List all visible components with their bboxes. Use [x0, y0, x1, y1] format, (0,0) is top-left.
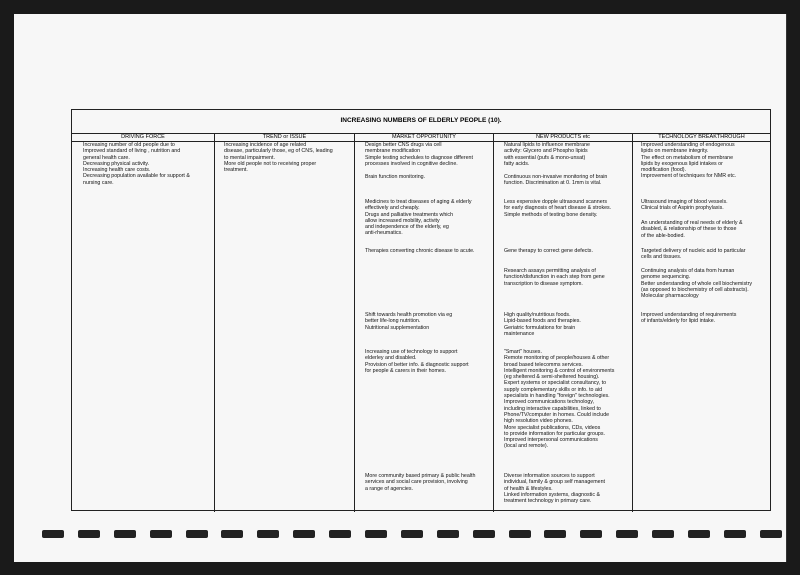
- market-entry: Medicines to treat diseases of aging & elderly effectively and cheaply. Drugs and palliative treatments which allow increased mobility, activity and independence of the elderly, eg anti-rheumatics.: [365, 199, 472, 237]
- market-entry: More community based primary & public health services and social care provision, involving a range of agencies.: [365, 473, 476, 492]
- punch-hole: [401, 530, 423, 538]
- technology-entry: An understanding of real needs of elderly & disabled, & relationship of these to those of the able-bodied.: [641, 220, 743, 239]
- new-products-column: [494, 142, 633, 512]
- punch-hole: [114, 530, 136, 538]
- technology-entry: Continuing analysis of data from human genome sequencing. Better understanding of whole cell biochemistry (as opposed to biochemistry of cell abstracts). Molecular pharmacology: [641, 268, 752, 300]
- product-entry: Research assays permitting analysis of function/disfunction in each step from gene transcription to disease symptom.: [504, 268, 605, 287]
- punch-hole: [616, 530, 638, 538]
- table-body: [72, 142, 770, 512]
- punch-hole: [78, 530, 100, 538]
- punch-hole: [544, 530, 566, 538]
- product-entry: "Smart" houses. Remote monitoring of people/houses & other broad based telecomms services. Intelligent monitoring & control of environments (eg sheltered & semi-sheltered housing). Expert systems or specialist consultancy, to supply complementary skills or info. to aid specialists in handling "foreign" technologies. Improved communications technology, including interactive capabilities, linked to Phone/TV/computer in homes. Could include high resolution video phones. More specialist publications, CDs, videos to provide information for particular groups. Improved interpersonal communications (local and remote).: [504, 349, 615, 450]
- technology-entry: Improved understanding of endogenous lipids on membrane integrity. The effect on metabolism of membrane lipids by exogenous lipid intakes or modification (food). Improvement of techniques for NMR etc.: [641, 142, 737, 180]
- punch-hole: [257, 530, 279, 538]
- punch-hole: [473, 530, 495, 538]
- punch-hole-strip: [42, 530, 782, 540]
- product-entry: Continuous non-invasive monitoring of brain function. Discrimination at 0. 1mm is vital.: [504, 174, 608, 187]
- driving-force-column: [72, 142, 215, 512]
- header-new-products: NEW PRODUCTS etc: [494, 134, 633, 141]
- technology-entry: Targeted delivery of nucleic acid to particular cells and tissues.: [641, 248, 746, 261]
- product-entry: Diverse information sources to support individual, family & group self management of health & lifestyles. Linked information systems, diagnostic & treatment technology in primary care.: [504, 473, 605, 505]
- header-trend: TREND or ISSUE: [215, 134, 355, 141]
- technology-breakthrough-column: [633, 142, 770, 512]
- technology-entry: Ultrasound imaging of blood vessels. Clinical trials of Aspirin prophylaxis.: [641, 199, 728, 212]
- punch-hole: [365, 530, 387, 538]
- product-entry: High quality/nutritious foods. Lipid-based foods and therapies. Geriatric formulations for brain maintenance: [504, 312, 581, 337]
- product-entry: Natural lipids to influence membrane activity: Glycero and Phospho lipids with essential (pufs & mono-unsat) fatty acids.: [504, 142, 590, 167]
- market-entry: Design better CNS drugs via cell membrane modification Simple testing schedules to diagnose different processes involved in cognitive decline.: [365, 142, 473, 167]
- trend-text: Increasing incidence of age related disease, particularly those, eg of CNS, leading to mental impairment. More old people not to receiving proper treatment.: [224, 142, 333, 174]
- product-entry: Gene therapy to correct gene defects.: [504, 248, 593, 254]
- header-technology-breakthrough: TECHNOLOGY BREAKTHROUGH: [658, 134, 745, 140]
- market-entry: Increasing use of technology to support elderley and disabled. Provision of better info. & diagnostic support for people & carers in their homes.: [365, 349, 469, 374]
- punch-hole: [760, 530, 782, 538]
- punch-hole: [186, 530, 208, 538]
- elderly-people-table: [71, 109, 771, 511]
- header-market-opportunity: MARKET OPPORTUNITY: [355, 134, 494, 141]
- punch-hole: [150, 530, 172, 538]
- driving-force-text: Increasing number of old people due to Improved standard of living , nutrition and general health care. Decreasing physical activity. Increasing health care costs. Decreasing population available for support & nursing care.: [83, 142, 190, 186]
- punch-hole: [724, 530, 746, 538]
- market-entry: Shift towards health promotion via eg better life-long nutrition. Nutritional supplementation: [365, 312, 453, 331]
- punch-hole: [509, 530, 531, 538]
- punch-hole: [437, 530, 459, 538]
- punch-hole: [688, 530, 710, 538]
- table-title: INCREASING NUMBERS OF ELDERLY PEOPLE (10).: [72, 110, 770, 134]
- table-header-row: [72, 134, 770, 142]
- punch-hole: [221, 530, 243, 538]
- product-entry: Less expensive dopple ultrasound scanners for early diagnosis of heart disease & strokes. Simple methods of testing bone density.: [504, 199, 612, 218]
- paper-sheet: [14, 14, 787, 562]
- technology-entry: Improved understanding of requirements of infants/elderly for lipid intake.: [641, 312, 737, 325]
- trend-column: [215, 142, 355, 512]
- punch-hole: [293, 530, 315, 538]
- punch-hole: [652, 530, 674, 538]
- header-driving-force: DRIVING FORCE: [72, 134, 215, 141]
- punch-hole: [42, 530, 64, 538]
- market-entry: Therapies converting chronic disease to acute.: [365, 248, 475, 254]
- punch-hole: [580, 530, 602, 538]
- market-opportunity-column: [355, 142, 494, 512]
- market-entry: Brain function monitoring.: [365, 174, 426, 180]
- punch-hole: [329, 530, 351, 538]
